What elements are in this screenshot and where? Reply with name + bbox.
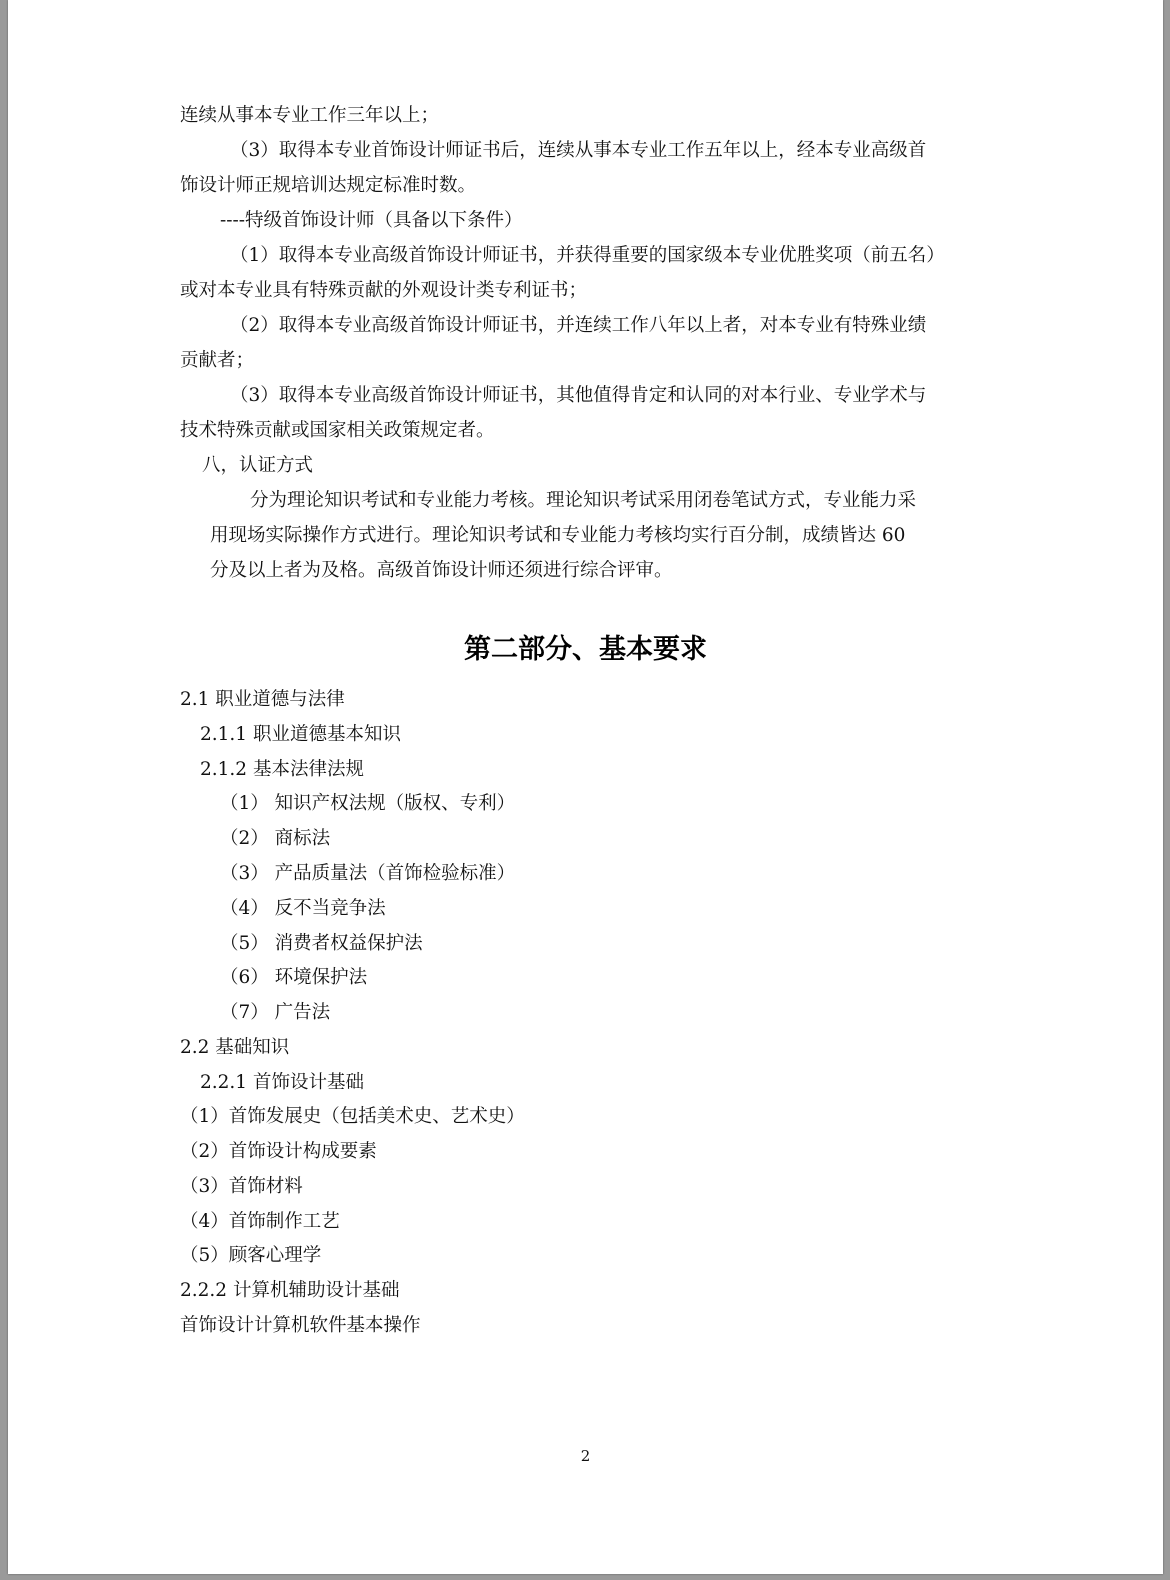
document-page bbox=[8, 0, 1163, 1574]
outline-item: （1） 知识产权法规（版权、专利） bbox=[220, 793, 516, 814]
body-line: （1）取得本专业高级首饰设计师证书，并获得重要的国家级本专业优胜奖项（前五名） bbox=[230, 245, 945, 266]
body-line: 分及以上者为及格。高级首饰设计师还须进行综合评审。 bbox=[210, 560, 673, 581]
body-line: 连续从事本专业工作三年以上； bbox=[180, 105, 440, 126]
page-number: 2 bbox=[580, 1447, 591, 1465]
outline-item: 2.2.1 首饰设计基础 bbox=[200, 1072, 364, 1093]
outline-item: 2.1.2 基本法律法规 bbox=[200, 759, 364, 780]
outline-item: 2.1.1 职业道德基本知识 bbox=[200, 724, 401, 745]
body-line: （3）取得本专业高级首饰设计师证书，其他值得肯定和认同的对本行业、专业学术与 bbox=[230, 385, 927, 406]
outline-item: （5）顾客心理学 bbox=[180, 1245, 322, 1266]
outline-item: （1）首饰发展史（包括美术史、艺术史） bbox=[180, 1106, 525, 1127]
outline-item: 2.2.2 计算机辅助设计基础 bbox=[180, 1280, 400, 1301]
body-line: （2）取得本专业高级首饰设计师证书，并连续工作八年以上者，对本专业有特殊业绩 bbox=[230, 315, 927, 336]
body-line: 贡献者； bbox=[180, 350, 255, 371]
outline-item: 2.1 职业道德与法律 bbox=[180, 689, 345, 710]
outline-item: （3） 产品质量法（首饰检验标准） bbox=[220, 863, 516, 884]
outline-item: （5） 消费者权益保护法 bbox=[220, 933, 423, 954]
body-line: ----特级首饰设计师（具备以下条件） bbox=[220, 210, 523, 231]
outline-item: （2）首饰设计构成要素 bbox=[180, 1141, 377, 1162]
outline-item: （7） 广告法 bbox=[220, 1002, 331, 1023]
outline-item: 2.2 基础知识 bbox=[180, 1037, 290, 1058]
body-line: 用现场实际操作方式进行。理论知识考试和专业能力考核均实行百分制，成绩皆达 60 bbox=[210, 525, 906, 546]
outline-item: 首饰设计计算机软件基本操作 bbox=[180, 1315, 421, 1336]
part-title: 第二部分、基本要求 bbox=[464, 634, 707, 665]
body-line: （3）取得本专业首饰设计师证书后，连续从事本专业工作五年以上，经本专业高级首 bbox=[230, 140, 927, 161]
body-line: 或对本专业具有特殊贡献的外观设计类专利证书； bbox=[180, 280, 588, 301]
outline-item: （2） 商标法 bbox=[220, 828, 331, 849]
outline-item: （4）首饰制作工艺 bbox=[180, 1211, 340, 1232]
body-line: 技术特殊贡献或国家相关政策规定者。 bbox=[180, 420, 495, 441]
section-heading: 八，认证方式 bbox=[202, 455, 314, 476]
body-line: 分为理论知识考试和专业能力考核。理论知识考试采用闭卷笔试方式，专业能力采 bbox=[250, 490, 917, 511]
outline-item: （3）首饰材料 bbox=[180, 1176, 303, 1197]
outline-item: （6） 环境保护法 bbox=[220, 967, 368, 988]
body-line: 饰设计师正规培训达规定标准时数。 bbox=[180, 175, 477, 196]
outline-item: （4） 反不当竞争法 bbox=[220, 898, 386, 919]
